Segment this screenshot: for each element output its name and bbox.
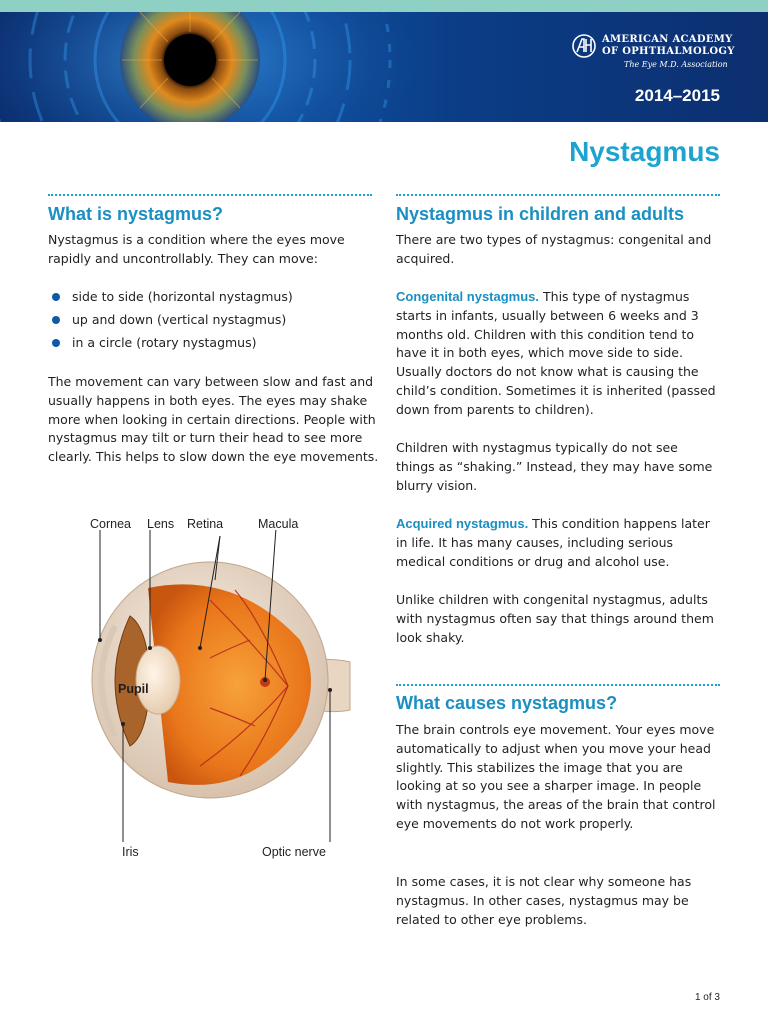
header-banner bbox=[0, 12, 768, 122]
right-p5: Unlike children with congenital nystagmus, adults with nystagmus often say that things around them look shaky. bbox=[396, 592, 714, 645]
list-item bbox=[48, 287, 293, 310]
right-divider-bottom bbox=[396, 684, 720, 686]
label-retina: Retina bbox=[187, 517, 224, 531]
right-p6: The brain controls eye movement. Your eyes move automatically to adjust when you move your head slightly. This stabilizes the image that you are looking at so you see a sharper image. In people with nystagmus, the areas of the brain that control eye movements do not work properly. bbox=[396, 722, 716, 831]
heading-what-is: What is nystagmus? bbox=[48, 204, 224, 224]
heading-causes: What causes nystagmus? bbox=[396, 693, 618, 713]
list-item-text: up and down (vertical nystagmus) bbox=[72, 312, 287, 327]
label-pupil: Pupil bbox=[118, 682, 149, 696]
list-item-text: side to side (horizontal nystagmus) bbox=[72, 289, 293, 304]
org-tagline: The Eye M.D. Association bbox=[624, 60, 728, 69]
heading-children-adults: Nystagmus in children and adults bbox=[396, 204, 685, 224]
congenital-paragraph bbox=[396, 288, 718, 420]
list-item-text: in a circle (rotary nystagmus) bbox=[72, 335, 257, 350]
right-divider-top bbox=[396, 194, 720, 196]
congenital-lead: Congenital nystagmus. bbox=[396, 289, 540, 304]
label-macula: Macula bbox=[258, 517, 299, 531]
eye-anatomy-diagram bbox=[60, 530, 360, 850]
left-divider bbox=[48, 194, 372, 196]
movement-list bbox=[48, 287, 293, 356]
left-body: The movement can vary between slow and fast and usually happens in both eyes. The eyes may shake more when looking in certain directions. People with nystagmus may tilt or turn their head to see more clearly. This helps to slow down the eye movements. bbox=[48, 374, 379, 465]
list-item bbox=[48, 333, 293, 356]
acquired-text: This condition happens later in life. It has many causes, including serious medical conditions or drug and alcohol use. bbox=[396, 516, 710, 569]
org-name-line2: OF OPHTHALMOLOGY bbox=[602, 46, 735, 57]
right-p1: There are two types of nystagmus: congenital and acquired. bbox=[396, 232, 712, 266]
edition-year: 2014–2015 bbox=[634, 86, 720, 105]
label-iris: Iris bbox=[122, 845, 139, 859]
label-lens: Lens bbox=[147, 517, 175, 531]
right-p3: Children with nystagmus typically do not see things as “shaking.” Instead, they may have some blurry vision. bbox=[396, 440, 713, 493]
page-number: 1 of 3 bbox=[694, 992, 720, 1003]
list-item bbox=[48, 310, 293, 333]
top-accent-bar bbox=[0, 0, 768, 12]
label-cornea: Cornea bbox=[90, 517, 131, 531]
bullet-icon bbox=[52, 339, 60, 347]
org-name bbox=[602, 34, 752, 58]
org-name-line1: AMERICAN ACADEMY bbox=[602, 34, 733, 45]
aao-logo-icon bbox=[572, 34, 596, 58]
left-intro: Nystagmus is a condition where the eyes move rapidly and uncontrollably. They can move: bbox=[48, 232, 345, 266]
right-p7: In some cases, it is not clear why someone has nystagmus. In other cases, nystagmus may be related to other eye problems. bbox=[396, 874, 692, 927]
page-title: Nystagmus bbox=[569, 136, 720, 167]
congenital-text: This type of nystagmus starts in infants, usually between 6 weeks and 3 months old. Children with this condition tend to have it in both eyes, which move side to side. Usually doctors do not know what is causing the child’s condition. Sometimes it is inherited (passed down from parents to children). bbox=[396, 289, 716, 417]
acquired-lead: Acquired nystagmus. bbox=[396, 516, 529, 531]
bullet-icon bbox=[52, 293, 60, 301]
bullet-icon bbox=[52, 316, 60, 324]
acquired-paragraph bbox=[396, 515, 718, 571]
label-optic-nerve: Optic nerve bbox=[262, 845, 326, 859]
